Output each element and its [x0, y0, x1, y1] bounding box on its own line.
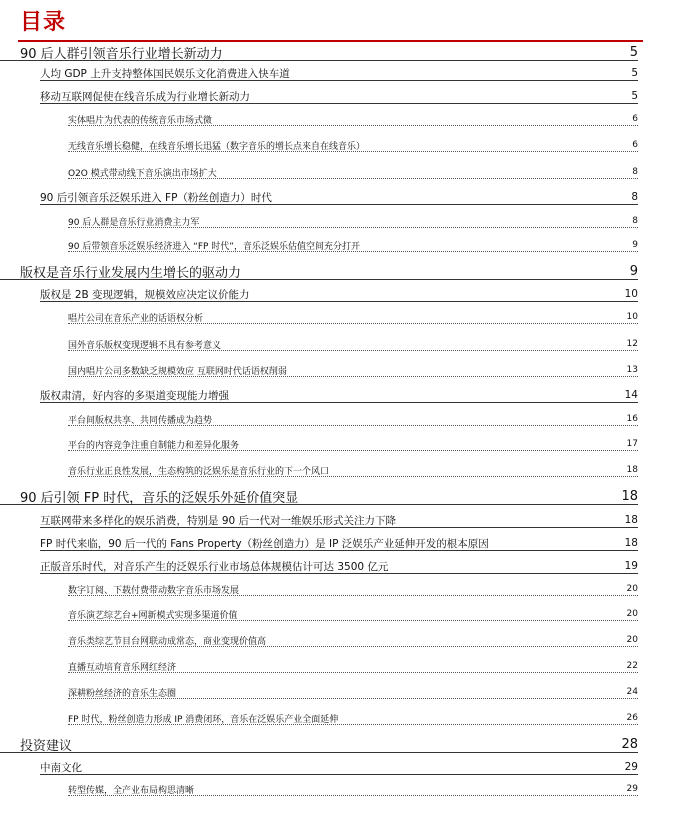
toc-entry-title: 国内唱片公司多数缺乏规模效应 互联网时代话语权削弱 [68, 366, 287, 377]
toc-entry-level-2[interactable] [0, 87, 673, 105]
toc-entry-underline [68, 125, 638, 126]
toc-entry-underline [68, 178, 638, 179]
toc-entry-page-number: 28 [621, 736, 638, 752]
toc-entry-page-number: 8 [631, 191, 638, 203]
toc-entry-level-1[interactable] [0, 486, 673, 506]
toc-entry-page-number: 9 [632, 240, 638, 250]
toc-entry-title: 实体唱片为代表的传统音乐市场式微 [68, 115, 213, 126]
toc-entry-page-number: 9 [629, 263, 638, 279]
toc-entry-level-2[interactable] [0, 511, 673, 529]
toc-entry-level-3[interactable] [0, 606, 673, 622]
toc-entry-title: 投资建议 [20, 738, 73, 754]
toc-entry-underline [0, 504, 638, 505]
toc-entry-title: 音乐类综艺节目台网联动成常态，商业变现价值高 [68, 636, 267, 647]
toc-entry-title: 国外音乐版权变现逻辑不具有参考意义 [68, 340, 222, 351]
toc-entry-level-1[interactable] [0, 734, 673, 754]
toc-entry-title: 中南文化 [40, 761, 82, 774]
toc-entry-level-2[interactable] [0, 557, 673, 575]
toc-entry-title: 唱片公司在音乐产业的话语权分析 [68, 313, 204, 324]
toc-entry-level-3[interactable] [0, 462, 673, 478]
toc-entry-title: 90 后人群是音乐行业消费主力军 [68, 217, 200, 228]
toc-entry-underline [68, 672, 638, 673]
toc-entry-level-2[interactable] [0, 534, 673, 552]
toc-entry-title: O2O 模式带动线下音乐演出市场扩大 [68, 168, 217, 179]
toc-entry-title: 互联网带来多样化的娱乐消费，特别是 90 后一代对一维娱乐形式关注力下降 [40, 514, 397, 527]
page-title: 目录 [20, 10, 67, 35]
toc-entry-page-number: 5 [631, 67, 638, 79]
toc-entry-level-3[interactable] [0, 781, 673, 797]
toc-entry-level-2[interactable] [0, 188, 673, 206]
toc-entry-title: 平台间版权共享、共同传播成为趋势 [68, 415, 213, 426]
toc-entry-underline [68, 425, 638, 426]
toc-entry-level-3[interactable] [0, 436, 673, 452]
toc-entry-level-2[interactable] [0, 386, 673, 404]
toc-entry-title: 90 后人群引领音乐行业增长新动力 [20, 46, 223, 62]
toc-entry-level-3[interactable] [0, 658, 673, 674]
toc-entry-title: 90 后引领 FP 时代，音乐的泛娱乐外延价值突显 [20, 490, 299, 506]
toc-entry-level-3[interactable] [0, 336, 673, 352]
toc-entry-underline [40, 774, 638, 775]
toc-entry-page-number: 29 [626, 784, 638, 794]
toc-entry-underline [40, 573, 638, 574]
toc-entry-title: 正版音乐时代，对音乐产生的泛娱乐行业市场总体规模估计可达 3500 亿元 [40, 560, 389, 573]
toc-entry-level-2[interactable] [0, 758, 673, 776]
toc-entry-underline [68, 323, 638, 324]
toc-entry-underline [68, 350, 638, 351]
toc-entry-level-3[interactable] [0, 237, 673, 253]
toc-entry-page-number: 18 [621, 488, 638, 504]
toc-entry-page-number: 22 [626, 661, 638, 671]
toc-entry-level-3[interactable] [0, 137, 673, 153]
toc-entry-page-number: 18 [626, 465, 638, 475]
toc-entry-underline [68, 698, 638, 699]
toc-entry-page-number: 12 [626, 339, 638, 349]
toc-entry-level-3[interactable] [0, 710, 673, 726]
toc-entry-page-number: 26 [626, 713, 638, 723]
toc-entry-page-number: 16 [626, 414, 638, 424]
toc-entry-level-3[interactable] [0, 632, 673, 648]
toc-entry-title: 音乐行业正良性发展，生态构筑的泛娱乐是音乐行业的下一个风口 [68, 466, 330, 477]
toc-entry-underline [68, 151, 638, 152]
toc-entry-page-number: 24 [626, 687, 638, 697]
toc-entry-underline [40, 204, 638, 205]
toc-entry-page-number: 18 [624, 514, 638, 526]
toc-entry-underline [40, 550, 638, 551]
toc-entry-page-number: 29 [624, 761, 638, 773]
toc-entry-underline [40, 103, 638, 104]
toc-entry-underline [40, 402, 638, 403]
toc-entry-underline [40, 301, 638, 302]
toc-entry-title: 90 后引领音乐泛娱乐进入 FP（粉丝创造力）时代 [40, 191, 272, 204]
toc-entry-page-number: 14 [624, 389, 638, 401]
toc-entry-level-3[interactable] [0, 581, 673, 597]
toc-entry-page-number: 6 [632, 114, 638, 124]
toc-entry-page-number: 10 [624, 288, 638, 300]
toc-entry-title: 90 后带领音乐泛娱乐经济进入 “FP 时代”，音乐泛娱乐估值空间充分打开 [68, 241, 360, 252]
toc-entry-level-2[interactable] [0, 64, 673, 82]
toc-entry-page-number: 20 [626, 584, 638, 594]
toc-entry-title: 版权是 2B 变现逻辑，规模效应决定议价能力 [40, 288, 250, 301]
toc-entry-title: 版权肃清，好内容的多渠道变现能力增强 [40, 389, 229, 402]
toc-entry-underline [68, 376, 638, 377]
toc-entry-underline [68, 251, 638, 252]
toc-entry-page-number: 10 [626, 312, 638, 322]
toc-entry-title: FP 时代来临，90 后一代的 Fans Property（粉丝创造力）是 IP 泛娱乐产业延伸开发的根本原因 [40, 537, 489, 550]
toc-entry-underline [68, 595, 638, 596]
toc-entry-title: 转型传媒，全产业布局构思清晰 [68, 785, 195, 796]
toc-entry-page-number: 8 [632, 216, 638, 226]
toc-entry-underline [40, 527, 638, 528]
toc-entry-level-3[interactable] [0, 684, 673, 700]
toc-entry-page-number: 5 [629, 44, 638, 60]
toc-entry-underline [40, 80, 638, 81]
toc-entry-page-number: 13 [626, 365, 638, 375]
toc-entry-level-3[interactable] [0, 111, 673, 127]
toc-entry-underline [68, 724, 638, 725]
toc-entry-level-3[interactable] [0, 411, 673, 427]
toc-entry-title: FP 时代，粉丝创造力形成 IP 消费闭环，音乐在泛娱乐产业全面延伸 [68, 714, 339, 725]
toc-entry-page-number: 18 [624, 537, 638, 549]
toc-entry-underline [68, 620, 638, 621]
toc-entry-underline [68, 795, 638, 796]
toc-entry-page-number: 8 [632, 167, 638, 177]
toc-entry-title: 无线音乐增长稳健，在线音乐增长迅猛（数字音乐的增长点来自在线音乐） [68, 141, 366, 152]
toc-entry-title: 移动互联网促使在线音乐成为行业增长新动力 [40, 90, 250, 103]
toc-entry-title: 深耕粉丝经济的音乐生态圈 [68, 688, 177, 699]
toc-entry-level-2[interactable] [0, 285, 673, 303]
toc-entry-title: 直播互动培育音乐网红经济 [68, 662, 177, 673]
toc-entry-underline [68, 646, 638, 647]
toc-entry-underline [0, 752, 638, 753]
toc-entry-page-number: 19 [624, 560, 638, 572]
toc-entry-level-1[interactable] [0, 261, 673, 281]
toc-entry-level-3[interactable] [0, 164, 673, 180]
toc-entry-level-3[interactable] [0, 213, 673, 229]
toc-entry-page-number: 20 [626, 635, 638, 645]
toc-entry-title: 数字订阅、下载付费带动数字音乐市场发展 [68, 585, 240, 596]
toc-entry-underline [0, 279, 638, 280]
toc-entry-page-number: 20 [626, 609, 638, 619]
toc-entry-level-1[interactable] [0, 42, 673, 62]
toc-entry-title: 人均 GDP 上升支持整体国民娱乐文化消费进入快车道 [40, 67, 290, 80]
toc-entry-page-number: 5 [631, 90, 638, 102]
toc-entry-level-3[interactable] [0, 362, 673, 378]
toc-entry-level-3[interactable] [0, 309, 673, 325]
toc-entry-page-number: 17 [626, 439, 638, 449]
toc-entry-underline [68, 227, 638, 228]
toc-entry-underline [68, 450, 638, 451]
toc-entry-page-number: 6 [632, 140, 638, 150]
toc-entry-underline [0, 60, 638, 61]
toc-entry-title: 版权是音乐行业发展内生增长的驱动力 [20, 265, 242, 281]
toc-entry-title: 平台的内容竞争注重自制能力和差异化服务 [68, 440, 240, 451]
toc-entry-title: 音乐演艺综艺台+网新模式实现多渠道价值 [68, 610, 238, 621]
toc-entry-underline [68, 476, 638, 477]
